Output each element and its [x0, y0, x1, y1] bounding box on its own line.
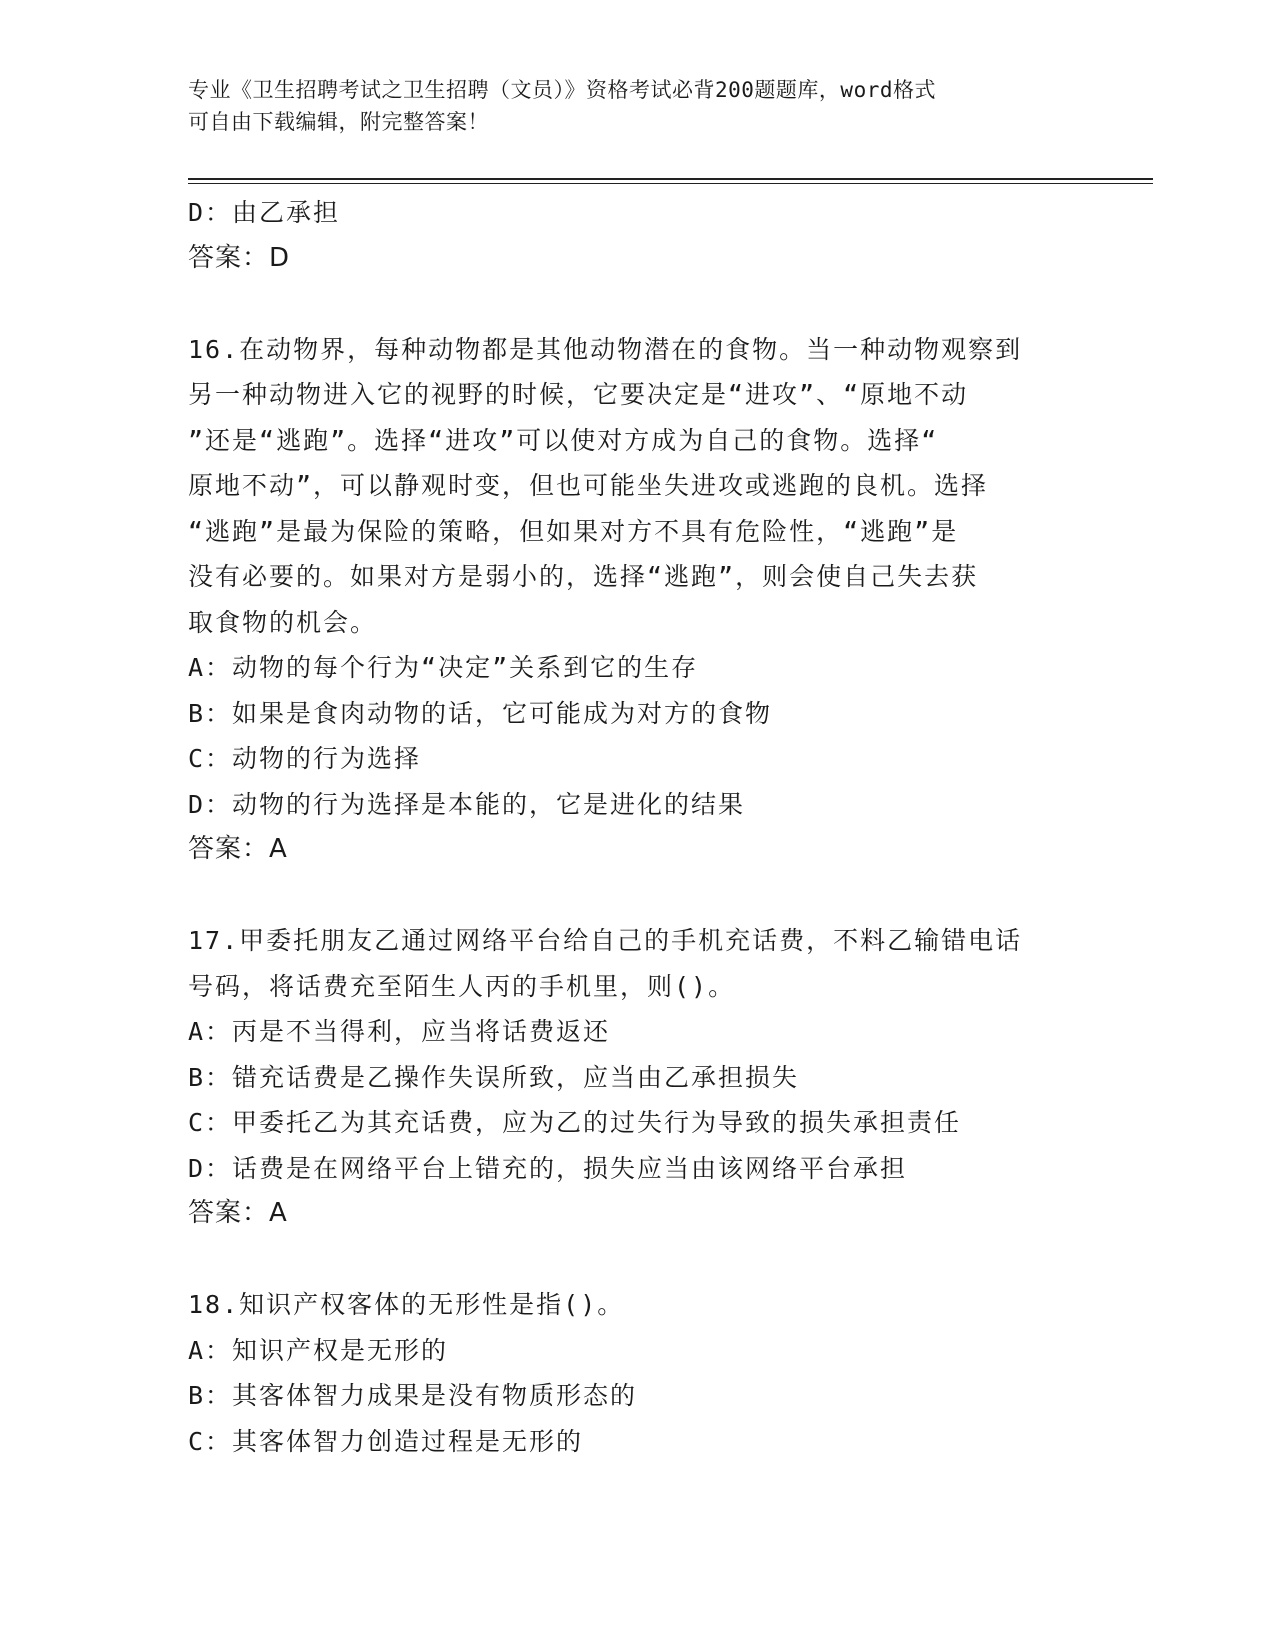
question-text-line: 取食物的机会。: [188, 607, 378, 637]
answer: 答案：A: [188, 834, 288, 864]
option-d: D：由乙承担: [188, 198, 341, 227]
option-c: C：动物的行为选择: [188, 744, 422, 773]
header-divider-thick: [188, 178, 1153, 180]
header-line-1: 专业《卫生招聘考试之卫生招聘（文员）》资格考试必背200题题库，word格式: [188, 78, 936, 102]
spacer: [188, 281, 1088, 327]
option-b: B：如果是食肉动物的话，它可能成为对方的食物: [188, 698, 773, 728]
question-16: [188, 327, 1088, 873]
option-c: C：其客体智力创造过程是无形的: [188, 1426, 584, 1456]
question-17: [188, 918, 1088, 1237]
document-header: [188, 74, 1068, 138]
question-content: [188, 190, 1088, 1464]
option-d: D：话费是在网络平台上错充的，损失应当由该网络平台承担: [188, 1153, 908, 1183]
answer: 答案：A: [188, 1198, 288, 1228]
option-d: D：动物的行为选择是本能的，它是进化的结果: [188, 789, 746, 819]
header-line-2: 可自由下载编辑，附完整答案！: [188, 110, 489, 134]
spacer: [188, 873, 1088, 919]
question-text-line: 原地不动”，可以静观时变，但也可能坐失进攻或逃跑的良机。选择: [188, 471, 989, 500]
option-b: B：其客体智力成果是没有物质形态的: [188, 1381, 638, 1410]
answer: 答案：D: [188, 242, 291, 273]
header-divider-thin: [188, 183, 1153, 184]
question-text-line: 18.知识产权客体的无形性是指()。: [188, 1290, 625, 1319]
option-a: A：知识产权是无形的: [188, 1335, 449, 1365]
question-text-line: 号码，将话费充至陌生人丙的手机里，则()。: [188, 971, 736, 1001]
option-c: C：甲委托乙为其充话费，应为乙的过失行为导致的损失承担责任: [188, 1108, 962, 1137]
spacer: [188, 1237, 1088, 1283]
option-b: B：错充话费是乙操作失误所致，应当由乙承担损失: [188, 1062, 800, 1092]
question-18: [188, 1282, 1088, 1464]
question-text-line: 16.在动物界，每种动物都是其他动物潜在的食物。当一种动物观察到: [188, 334, 1023, 364]
option-a: A：丙是不当得利，应当将话费返还: [188, 1017, 611, 1046]
question-text-line: “逃跑”是最为保险的策略，但如果对方不具有危险性，“逃跑”是: [188, 516, 959, 546]
previous-question-tail: [188, 190, 1088, 281]
question-text-line: 没有必要的。如果对方是弱小的，选择“逃跑”，则会使自己失去获: [188, 562, 979, 591]
question-text-line: 另一种动物进入它的视野的时候，它要决定是“进攻”、“原地不动: [188, 380, 969, 409]
question-text-line: 17.甲委托朋友乙通过网络平台给自己的手机充话费，不料乙输错电话: [188, 926, 1023, 955]
question-text-line: ”还是“逃跑”。选择“进攻”可以使对方成为自己的食物。选择“: [188, 425, 939, 455]
option-a: A：动物的每个行为“决定”关系到它的生存: [188, 653, 699, 682]
